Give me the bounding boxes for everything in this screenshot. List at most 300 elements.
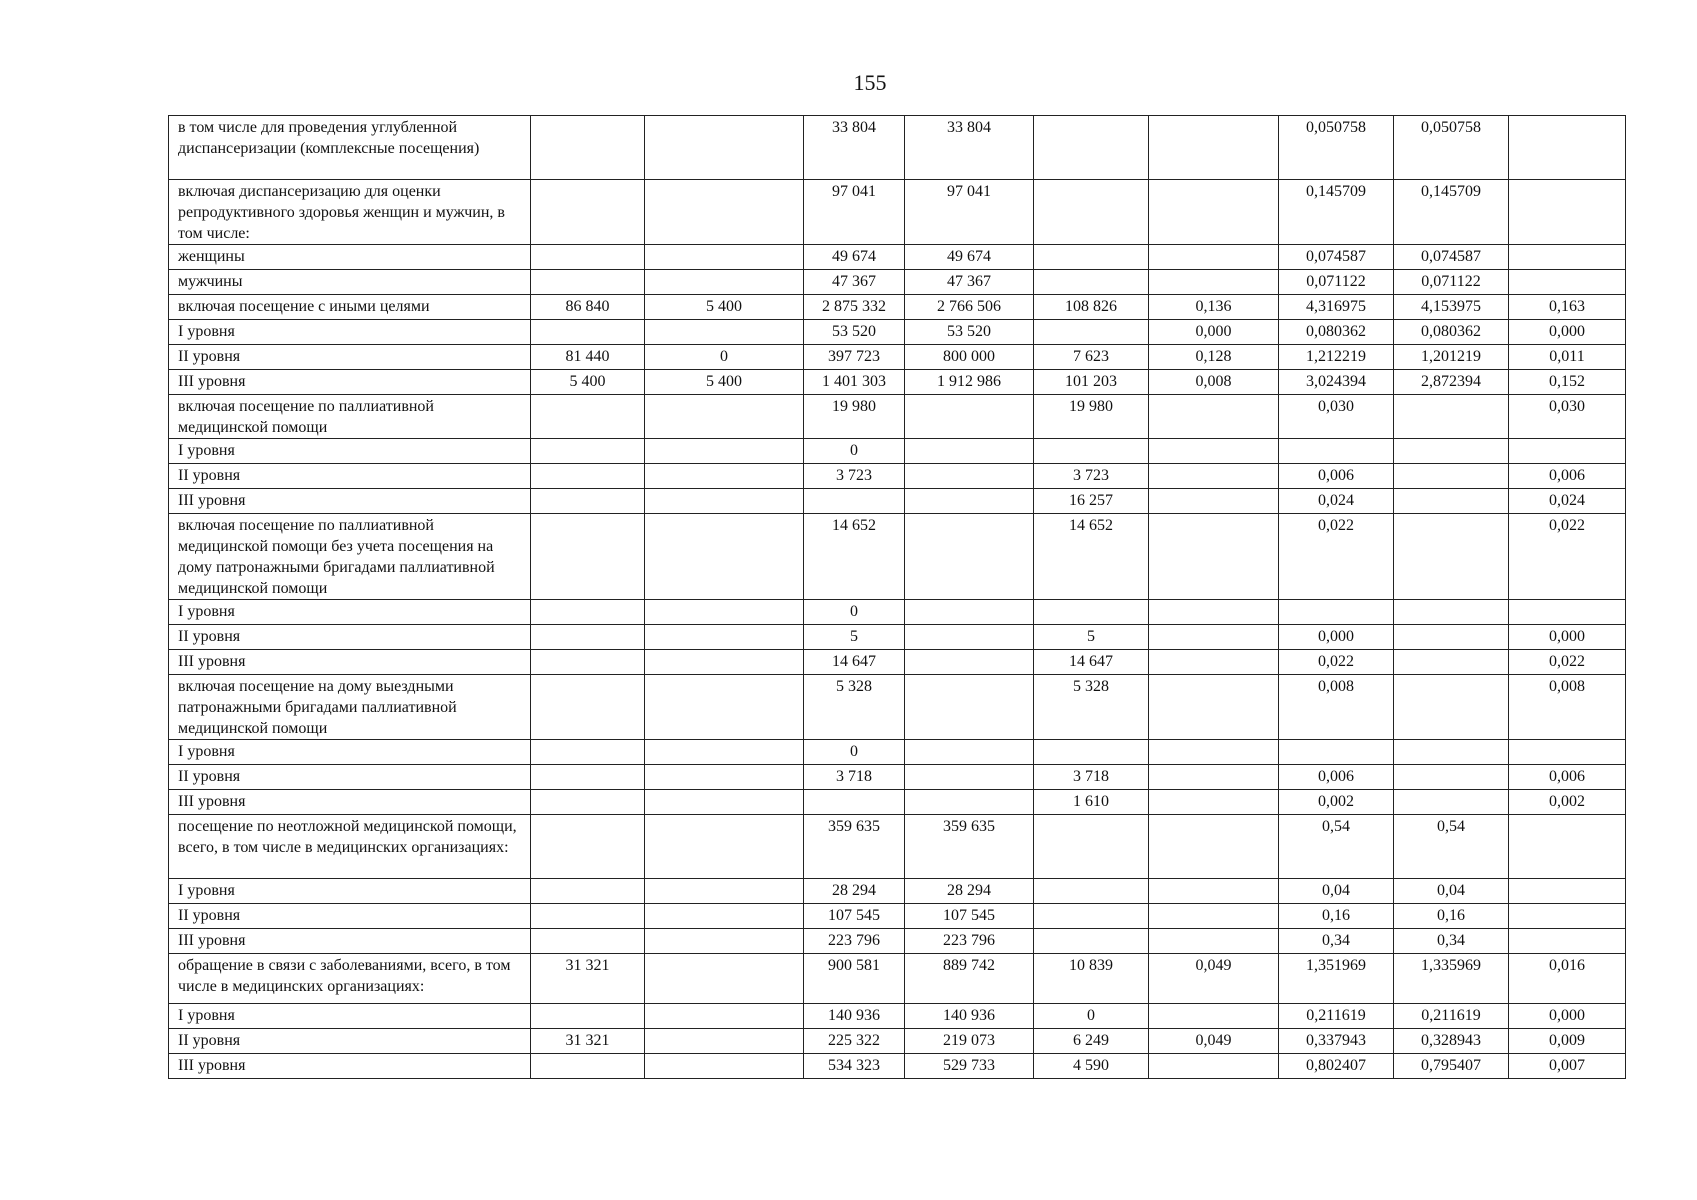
cell-col-5 [905,439,1034,464]
cell-col-8: 0,337943 [1279,1029,1394,1054]
cell-col-5: 107 545 [905,904,1034,929]
cell-col-5: 47 367 [905,270,1034,295]
cell-col-5: 140 936 [905,1004,1034,1029]
cell-col-4: 0 [804,439,905,464]
cell-col-10 [1509,439,1626,464]
cell-col-7: 0,049 [1149,1029,1279,1054]
cell-indicator-label: III уровня [169,929,531,954]
cell-col-4: 534 323 [804,1054,905,1079]
cell-col-2 [531,1004,645,1029]
cell-col-7 [1149,464,1279,489]
cell-indicator-label: включая посещение по паллиативной медицинской помощи без учета посещения на дому патронажными бригадами паллиативной медицинской помощи [169,514,531,600]
cell-col-2 [531,765,645,790]
cell-col-10: 0,000 [1509,625,1626,650]
cell-col-7: 0,136 [1149,295,1279,320]
cell-col-10: 0,024 [1509,489,1626,514]
cell-col-4: 0 [804,740,905,765]
cell-col-9 [1394,790,1509,815]
cell-col-7: 0,049 [1149,954,1279,1004]
cell-col-2 [531,740,645,765]
cell-col-10 [1509,740,1626,765]
cell-col-2 [531,320,645,345]
cell-indicator-label: III уровня [169,489,531,514]
cell-indicator-label: III уровня [169,1054,531,1079]
cell-col-3 [645,439,804,464]
cell-col-5: 889 742 [905,954,1034,1004]
cell-col-7 [1149,765,1279,790]
cell-col-3 [645,600,804,625]
cell-col-10: 0,006 [1509,765,1626,790]
cell-indicator-label: I уровня [169,1004,531,1029]
cell-col-8: 0,080362 [1279,320,1394,345]
cell-col-10: 0,000 [1509,1004,1626,1029]
table-row [169,514,1626,600]
cell-indicator-label: женщины [169,245,531,270]
table-row [169,489,1626,514]
cell-col-5 [905,600,1034,625]
cell-col-6 [1034,929,1149,954]
cell-col-5 [905,790,1034,815]
cell-col-2 [531,395,645,439]
cell-col-4: 1 401 303 [804,370,905,395]
cell-col-8: 0,000 [1279,625,1394,650]
cell-col-9: 1,335969 [1394,954,1509,1004]
cell-col-6: 19 980 [1034,395,1149,439]
cell-col-8: 0,34 [1279,929,1394,954]
cell-indicator-label: II уровня [169,904,531,929]
cell-col-3 [645,929,804,954]
table-row [169,245,1626,270]
cell-col-7 [1149,514,1279,600]
table-row [169,464,1626,489]
cell-col-3 [645,395,804,439]
cell-indicator-label: I уровня [169,439,531,464]
cell-col-9 [1394,650,1509,675]
cell-col-6 [1034,116,1149,180]
cell-col-6 [1034,904,1149,929]
cell-col-6: 4 590 [1034,1054,1149,1079]
cell-col-5: 49 674 [905,245,1034,270]
cell-col-2 [531,790,645,815]
cell-col-9: 0,04 [1394,879,1509,904]
cell-col-6: 14 652 [1034,514,1149,600]
cell-col-7 [1149,116,1279,180]
cell-col-8: 0,050758 [1279,116,1394,180]
cell-col-9 [1394,514,1509,600]
cell-col-9: 0,16 [1394,904,1509,929]
cell-indicator-label: II уровня [169,345,531,370]
cell-col-10 [1509,180,1626,245]
cell-col-6: 0 [1034,1004,1149,1029]
cell-col-8: 0,211619 [1279,1004,1394,1029]
cell-col-5 [905,675,1034,740]
cell-col-4: 33 804 [804,116,905,180]
cell-indicator-label: I уровня [169,600,531,625]
cell-col-7: 0,128 [1149,345,1279,370]
cell-col-5: 53 520 [905,320,1034,345]
cell-col-8: 0,030 [1279,395,1394,439]
cell-col-10: 0,000 [1509,320,1626,345]
cell-col-7 [1149,1054,1279,1079]
cell-col-9: 1,201219 [1394,345,1509,370]
cell-col-9: 0,211619 [1394,1004,1509,1029]
cell-col-8 [1279,439,1394,464]
cell-col-2 [531,514,645,600]
cell-col-6: 5 328 [1034,675,1149,740]
cell-indicator-label: обращение в связи с заболеваниями, всего, в том числе в медицинских организациях: [169,954,531,1004]
cell-col-7 [1149,879,1279,904]
cell-col-2 [531,439,645,464]
cell-col-4: 225 322 [804,1029,905,1054]
cell-col-9: 0,328943 [1394,1029,1509,1054]
cell-col-9: 0,145709 [1394,180,1509,245]
cell-col-3 [645,790,804,815]
cell-col-9: 0,34 [1394,929,1509,954]
cell-indicator-label: II уровня [169,1029,531,1054]
table-row [169,345,1626,370]
cell-col-2 [531,464,645,489]
cell-col-7 [1149,625,1279,650]
cell-col-4: 107 545 [804,904,905,929]
cell-col-9: 0,074587 [1394,245,1509,270]
cell-col-3 [645,879,804,904]
cell-col-9 [1394,625,1509,650]
table-row [169,600,1626,625]
cell-col-9: 2,872394 [1394,370,1509,395]
cell-col-6: 7 623 [1034,345,1149,370]
cell-col-4: 97 041 [804,180,905,245]
cell-col-9 [1394,395,1509,439]
table-row [169,790,1626,815]
cell-col-7 [1149,395,1279,439]
cell-col-8: 0,071122 [1279,270,1394,295]
cell-col-8 [1279,600,1394,625]
cell-col-8: 3,024394 [1279,370,1394,395]
cell-col-2 [531,904,645,929]
cell-col-4: 223 796 [804,929,905,954]
cell-col-5: 223 796 [905,929,1034,954]
cell-col-5: 28 294 [905,879,1034,904]
cell-col-10 [1509,600,1626,625]
table-row [169,625,1626,650]
cell-col-9: 0,080362 [1394,320,1509,345]
cell-col-7 [1149,489,1279,514]
cell-col-9: 0,050758 [1394,116,1509,180]
cell-col-2 [531,625,645,650]
cell-col-10 [1509,116,1626,180]
cell-col-2: 31 321 [531,1029,645,1054]
cell-col-5 [905,464,1034,489]
cell-col-3 [645,675,804,740]
cell-col-10: 0,022 [1509,514,1626,600]
cell-col-9 [1394,439,1509,464]
cell-col-3 [645,1054,804,1079]
table-row [169,370,1626,395]
cell-col-9: 0,071122 [1394,270,1509,295]
cell-col-7: 0,000 [1149,320,1279,345]
cell-col-10: 0,002 [1509,790,1626,815]
cell-indicator-label: включая посещение по паллиативной медицинской помощи [169,395,531,439]
cell-col-2 [531,650,645,675]
cell-col-6 [1034,180,1149,245]
cell-col-5 [905,514,1034,600]
cell-col-6 [1034,320,1149,345]
cell-col-9 [1394,600,1509,625]
cell-col-8: 0,16 [1279,904,1394,929]
cell-col-7: 0,008 [1149,370,1279,395]
cell-col-2 [531,879,645,904]
cell-col-7 [1149,600,1279,625]
table-row [169,904,1626,929]
cell-col-6: 3 718 [1034,765,1149,790]
cell-col-5 [905,625,1034,650]
cell-col-7 [1149,790,1279,815]
cell-col-6 [1034,600,1149,625]
cell-col-4 [804,489,905,514]
cell-col-6 [1034,245,1149,270]
statistics-table [168,115,1626,1079]
cell-col-2: 86 840 [531,295,645,320]
cell-col-2 [531,600,645,625]
cell-col-4: 19 980 [804,395,905,439]
cell-col-8: 0,006 [1279,765,1394,790]
cell-col-5: 219 073 [905,1029,1034,1054]
cell-col-8: 4,316975 [1279,295,1394,320]
table-row [169,765,1626,790]
cell-col-8: 1,351969 [1279,954,1394,1004]
cell-col-4: 53 520 [804,320,905,345]
cell-col-10: 0,009 [1509,1029,1626,1054]
cell-indicator-label: II уровня [169,625,531,650]
table-row [169,740,1626,765]
cell-col-3: 5 400 [645,370,804,395]
cell-col-6 [1034,879,1149,904]
cell-indicator-label: включая посещение на дому выездными патронажными бригадами паллиативной медицинской помощи [169,675,531,740]
cell-col-8: 0,024 [1279,489,1394,514]
cell-col-3 [645,320,804,345]
cell-indicator-label: I уровня [169,740,531,765]
cell-col-10 [1509,245,1626,270]
cell-col-3 [645,1029,804,1054]
cell-indicator-label: мужчины [169,270,531,295]
table-row [169,180,1626,245]
cell-col-8 [1279,740,1394,765]
cell-col-8: 0,802407 [1279,1054,1394,1079]
cell-col-6: 1 610 [1034,790,1149,815]
table-row [169,439,1626,464]
table-row [169,295,1626,320]
cell-col-6: 3 723 [1034,464,1149,489]
cell-col-2 [531,675,645,740]
cell-col-10 [1509,815,1626,879]
cell-col-6: 6 249 [1034,1029,1149,1054]
cell-col-6: 5 [1034,625,1149,650]
cell-col-2 [531,270,645,295]
cell-col-7 [1149,245,1279,270]
cell-col-10: 0,163 [1509,295,1626,320]
table-row [169,954,1626,1004]
cell-col-7 [1149,740,1279,765]
cell-indicator-label: посещение по неотложной медицинской помощи, всего, в том числе в медицинских организациях: [169,815,531,879]
cell-col-2 [531,815,645,879]
cell-col-8: 0,008 [1279,675,1394,740]
cell-col-4: 0 [804,600,905,625]
cell-col-10: 0,030 [1509,395,1626,439]
table-row [169,675,1626,740]
cell-col-3 [645,904,804,929]
cell-col-5 [905,740,1034,765]
cell-indicator-label: I уровня [169,879,531,904]
cell-col-10: 0,008 [1509,675,1626,740]
cell-col-7 [1149,180,1279,245]
cell-col-2 [531,180,645,245]
cell-col-4: 47 367 [804,270,905,295]
cell-col-10: 0,152 [1509,370,1626,395]
table-row [169,879,1626,904]
cell-col-5 [905,395,1034,439]
cell-col-7 [1149,675,1279,740]
cell-col-7 [1149,270,1279,295]
cell-col-4: 359 635 [804,815,905,879]
table-row [169,815,1626,879]
page-number: 155 [853,70,887,95]
cell-col-8: 1,212219 [1279,345,1394,370]
cell-col-2: 31 321 [531,954,645,1004]
cell-indicator-label: в том числе для проведения углубленной диспансеризации (комплексные посещения) [169,116,531,180]
cell-col-6 [1034,439,1149,464]
cell-col-3 [645,270,804,295]
cell-col-3 [645,464,804,489]
cell-col-3 [645,514,804,600]
cell-col-10 [1509,270,1626,295]
cell-col-2 [531,1054,645,1079]
cell-col-10 [1509,929,1626,954]
cell-col-2 [531,929,645,954]
cell-col-8: 0,022 [1279,514,1394,600]
cell-col-5 [905,650,1034,675]
cell-col-8: 0,074587 [1279,245,1394,270]
cell-col-5: 2 766 506 [905,295,1034,320]
cell-indicator-label: включая посещение с иными целями [169,295,531,320]
cell-col-9: 0,795407 [1394,1054,1509,1079]
cell-col-6 [1034,740,1149,765]
cell-col-10: 0,022 [1509,650,1626,675]
cell-col-3 [645,180,804,245]
cell-col-3 [645,954,804,1004]
cell-col-5: 800 000 [905,345,1034,370]
cell-col-6: 14 647 [1034,650,1149,675]
table-row [169,320,1626,345]
table-row [169,1004,1626,1029]
cell-col-4: 5 [804,625,905,650]
cell-col-2: 81 440 [531,345,645,370]
cell-col-7 [1149,815,1279,879]
cell-indicator-label: II уровня [169,464,531,489]
table-row [169,270,1626,295]
cell-col-4: 140 936 [804,1004,905,1029]
cell-col-5: 33 804 [905,116,1034,180]
cell-col-4: 397 723 [804,345,905,370]
cell-col-9: 0,54 [1394,815,1509,879]
table-row [169,1054,1626,1079]
cell-col-4: 3 723 [804,464,905,489]
cell-indicator-label: II уровня [169,765,531,790]
cell-col-2 [531,245,645,270]
cell-col-5 [905,489,1034,514]
cell-col-10: 0,007 [1509,1054,1626,1079]
cell-col-5: 1 912 986 [905,370,1034,395]
cell-col-9 [1394,740,1509,765]
cell-col-8: 0,04 [1279,879,1394,904]
cell-col-3 [645,650,804,675]
cell-col-8: 0,145709 [1279,180,1394,245]
table-row [169,650,1626,675]
cell-col-6: 108 826 [1034,295,1149,320]
table-row [169,1029,1626,1054]
cell-col-5: 529 733 [905,1054,1034,1079]
cell-col-10 [1509,879,1626,904]
cell-col-4: 900 581 [804,954,905,1004]
cell-indicator-label: III уровня [169,370,531,395]
table-body [169,116,1626,1079]
cell-col-2 [531,116,645,180]
cell-col-10: 0,006 [1509,464,1626,489]
cell-col-8: 0,022 [1279,650,1394,675]
table-row [169,395,1626,439]
table-row [169,116,1626,180]
cell-col-3 [645,245,804,270]
cell-col-6: 10 839 [1034,954,1149,1004]
cell-col-9 [1394,464,1509,489]
cell-col-4: 14 652 [804,514,905,600]
cell-col-6: 16 257 [1034,489,1149,514]
cell-indicator-label: III уровня [169,790,531,815]
cell-col-3 [645,1004,804,1029]
cell-col-9 [1394,675,1509,740]
cell-col-4: 3 718 [804,765,905,790]
cell-col-6 [1034,270,1149,295]
cell-col-2: 5 400 [531,370,645,395]
cell-col-9 [1394,765,1509,790]
cell-col-4: 28 294 [804,879,905,904]
cell-col-7 [1149,439,1279,464]
cell-indicator-label: III уровня [169,650,531,675]
cell-col-3 [645,740,804,765]
cell-col-2 [531,489,645,514]
cell-col-9 [1394,489,1509,514]
cell-col-6: 101 203 [1034,370,1149,395]
cell-col-8: 0,002 [1279,790,1394,815]
cell-col-4: 49 674 [804,245,905,270]
cell-col-7 [1149,1004,1279,1029]
cell-col-3 [645,489,804,514]
cell-col-4: 5 328 [804,675,905,740]
cell-col-7 [1149,904,1279,929]
cell-col-3 [645,625,804,650]
cell-col-3 [645,815,804,879]
cell-col-4: 2 875 332 [804,295,905,320]
table-row [169,929,1626,954]
cell-col-10: 0,016 [1509,954,1626,1004]
cell-col-8: 0,006 [1279,464,1394,489]
cell-col-5: 359 635 [905,815,1034,879]
cell-indicator-label: включая диспансеризацию для оценки репродуктивного здоровья женщин и мужчин, в том числе: [169,180,531,245]
cell-col-4: 14 647 [804,650,905,675]
cell-col-7 [1149,929,1279,954]
cell-indicator-label: I уровня [169,320,531,345]
cell-col-9: 4,153975 [1394,295,1509,320]
cell-col-8: 0,54 [1279,815,1394,879]
